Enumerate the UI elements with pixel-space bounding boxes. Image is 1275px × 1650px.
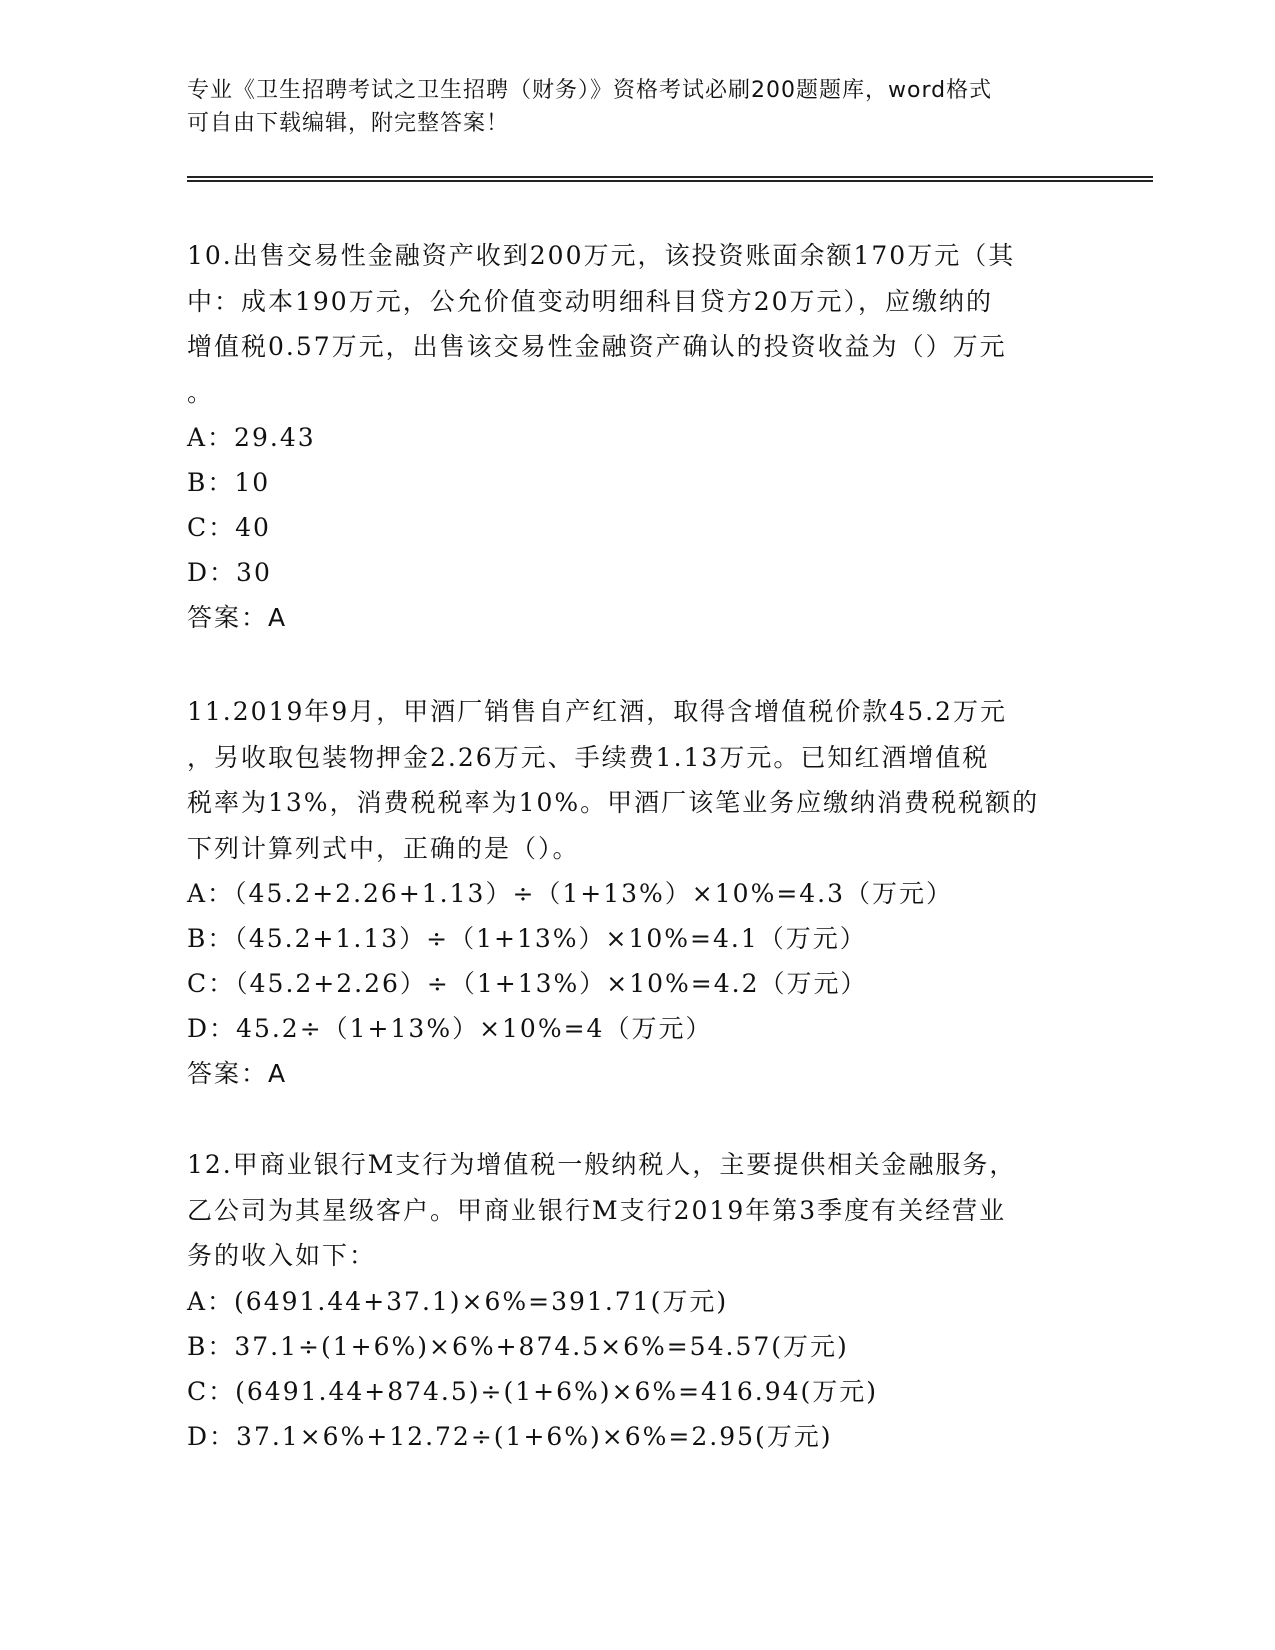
option-b: B：（45.2+1.13）÷（1+13%）×10%=4.1（万元） — [187, 924, 867, 953]
option-d: D：45.2÷（1+13%）×10%=4（万元） — [187, 1014, 713, 1043]
option-d: D：30 — [187, 558, 272, 587]
header-line: 专业《卫生招聘考试之卫生招聘（财务）》资格考试必刷200题题库，word格式 — [187, 78, 993, 103]
question-stem: 。 — [187, 377, 215, 407]
option-a: A：(6491.44+37.1)×6%=391.71(万元) — [187, 1286, 729, 1316]
question-stem: 乙公司为其星级客户。甲商业银行M支行2019年第3季度有关经营业 — [187, 1195, 1007, 1225]
option-a: A：29.43 — [187, 423, 316, 452]
header-line: 可自由下载编辑，附完整答案！ — [187, 111, 510, 136]
option-c: C：40 — [187, 513, 271, 542]
question-stem: 中：成本190万元，公允价值变动明细科目贷方20万元），应缴纳的 — [187, 286, 994, 316]
question-stem: 下列计算列式中，正确的是（）。 — [187, 833, 580, 863]
answer-line: 答案：A — [187, 1059, 288, 1088]
question-stem: 税率为13%，消费税税率为10%。甲酒厂该笔业务应缴纳消费税税额的 — [187, 788, 1040, 817]
question-10 — [187, 233, 1087, 641]
option-b: B：10 — [187, 468, 271, 497]
answer-line: 答案：A — [187, 603, 288, 632]
question-stem: 10.出售交易性金融资产收到200万元，该投资账面余额170万元（其 — [187, 241, 1016, 270]
header-divider — [187, 176, 1153, 182]
question-stem: 12.甲商业银行M支行为增值税一般纳税人，主要提供相关金融服务， — [187, 1150, 1017, 1179]
question-stem: 务的收入如下： — [187, 1241, 377, 1270]
question-12 — [187, 1142, 1087, 1459]
option-d: D：37.1×6%+12.72÷(1+6%)×6%=2.95(万元) — [187, 1421, 833, 1451]
document-header — [187, 74, 1067, 140]
question-11 — [187, 689, 1087, 1097]
question-stem: 增值税0.57万元，出售该交易性金融资产确认的投资收益为（）万元 — [187, 332, 1007, 361]
question-stem: ，另收取包装物押金2.26万元、手续费1.13万元。已知红酒增值税 — [187, 742, 990, 772]
option-b: B：37.1÷(1+6%)×6%+874.5×6%=54.57(万元) — [187, 1331, 849, 1361]
option-c: C：(6491.44+874.5)÷(1+6%)×6%=416.94(万元) — [187, 1376, 879, 1406]
option-c: C：（45.2+2.26）÷（1+13%）×10%=4.2（万元） — [187, 969, 868, 998]
question-stem: 11.2019年9月，甲酒厂销售自产红酒，取得含增值税价款45.2万元 — [187, 697, 1007, 726]
option-a: A：（45.2+2.26+1.13）÷（1+13%）×10%=4.3（万元） — [187, 879, 954, 908]
